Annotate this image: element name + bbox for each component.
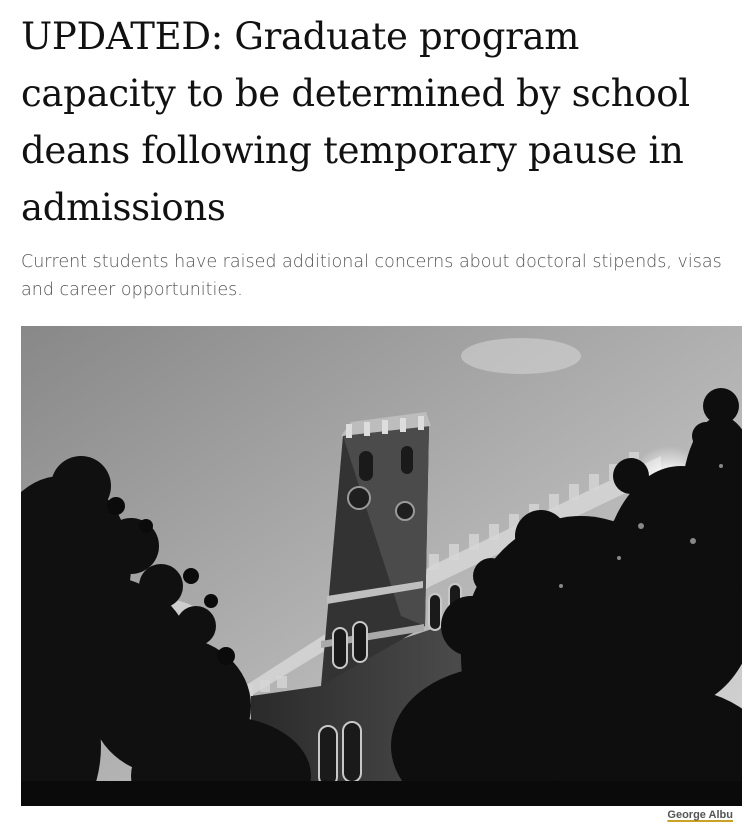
article-headline: UPDATED: Graduate program capacity to be determined by school deans following temporary pause in admissions (21, 15, 690, 229)
clock-tower-image (21, 326, 742, 806)
photo-credit-link[interactable]: George Albu (667, 809, 733, 821)
featured-photo (21, 326, 742, 806)
article-subheadline: Current students have raised additional concerns about doctoral stipends, visas and career opportunities. (21, 252, 722, 300)
